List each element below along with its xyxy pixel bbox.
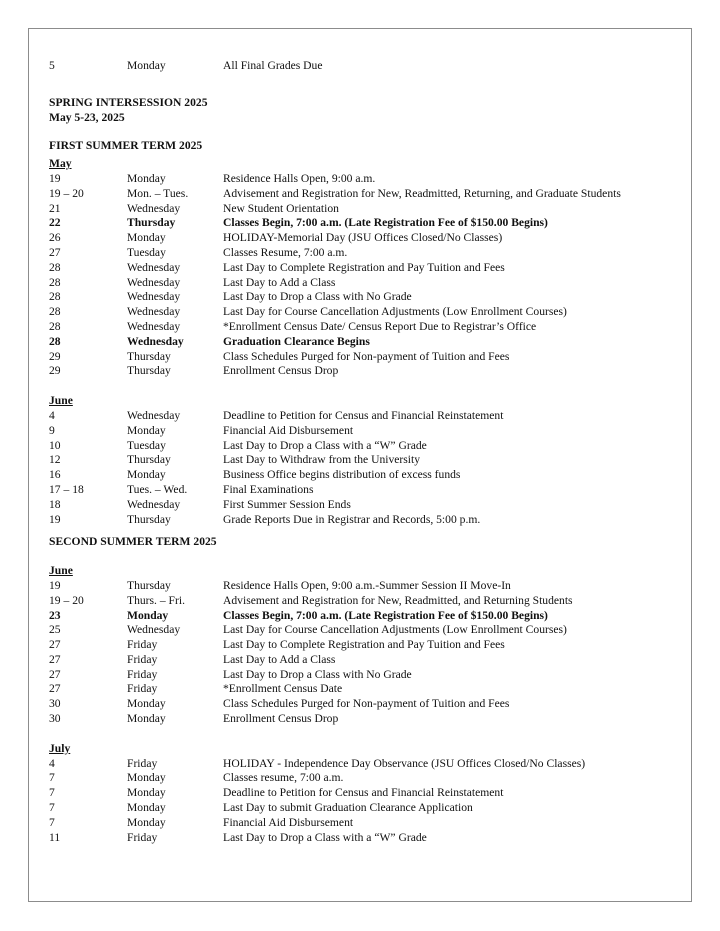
row-date: 21: [49, 201, 61, 215]
row-date: 27: [49, 667, 61, 681]
calendar-row: [49, 579, 679, 594]
row-date: 12: [49, 453, 61, 467]
row-event: HOLIDAY - Independence Day Observance (JSU Offices Closed/No Classes): [223, 756, 586, 770]
calendar-row: [49, 483, 679, 498]
row-event: Residence Halls Open, 9:00 a.m.: [223, 171, 376, 185]
row-day: Monday: [127, 59, 166, 72]
row-event: Business Office begins distribution of excess funds: [223, 468, 461, 482]
calendar-row: [49, 786, 679, 801]
spring-intersession-dates: May 5-23, 2025: [49, 110, 125, 124]
row-event: Advisement and Registration for New, Readmitted, and Returning Students: [223, 593, 573, 607]
row-event: *Enrollment Census Date/ Census Report Due to Registrar’s Office: [223, 319, 537, 333]
row-event: New Student Orientation: [223, 201, 339, 215]
row-day: Wednesday: [127, 334, 184, 348]
row-date: 22: [49, 216, 61, 230]
calendar-row: [49, 831, 679, 846]
row-date: 28: [49, 305, 61, 319]
row-date: 4: [49, 408, 55, 422]
row-day: Friday: [127, 638, 158, 652]
row-date: 30: [49, 712, 61, 726]
row-date: 10: [49, 438, 61, 452]
row-day: Tues. – Wed.: [127, 482, 188, 496]
row-event: All Final Grades Due: [223, 59, 323, 72]
row-day: Mon. – Tues.: [127, 186, 189, 200]
row-event: Deadline to Petition for Census and Financial Reinstatement: [223, 408, 504, 422]
row-date: 18: [49, 497, 61, 511]
row-date: 19 – 20: [49, 593, 84, 607]
row-event: Deadline to Petition for Census and Financial Reinstatement: [223, 786, 504, 800]
row-date: 27: [49, 652, 61, 666]
row-day: Monday: [127, 815, 166, 829]
row-day: Wednesday: [127, 290, 181, 304]
row-date: 4: [49, 756, 55, 770]
row-day: Monday: [127, 786, 166, 800]
row-date: 19: [49, 512, 61, 526]
spring-intersession-title: SPRING INTERSESSION 2025: [49, 95, 208, 109]
calendar-row: [49, 276, 679, 291]
row-event: Class Schedules Purged for Non-payment of Tuition and Fees: [223, 349, 510, 363]
row-event: Last Day to Add a Class: [223, 275, 336, 289]
row-day: Wednesday: [127, 408, 181, 422]
row-day: Monday: [127, 801, 166, 815]
calendar-row: [49, 513, 679, 528]
row-date: 5: [49, 59, 55, 72]
row-event: Last Day to Drop a Class with a “W” Grade: [223, 438, 427, 452]
row-day: Monday: [127, 771, 166, 785]
row-event: Last Day to Withdraw from the University: [223, 453, 421, 467]
row-date: 28: [49, 290, 61, 304]
calendar-row: [49, 757, 679, 772]
document-page: [28, 28, 692, 902]
row-day: Thursday: [127, 216, 176, 230]
row-day: Wednesday: [127, 623, 181, 637]
row-date: 27: [49, 245, 61, 259]
calendar-row: [49, 801, 679, 816]
row-event: Last Day to Drop a Class with No Grade: [223, 667, 412, 681]
row-day: Wednesday: [127, 305, 181, 319]
row-date: 27: [49, 682, 61, 696]
row-day: Friday: [127, 830, 158, 844]
row-date: 19: [49, 578, 61, 592]
row-date: 26: [49, 231, 61, 245]
row-day: Friday: [127, 682, 158, 696]
row-date: 28: [49, 260, 61, 274]
row-day: Wednesday: [127, 260, 181, 274]
row-day: Thursday: [127, 364, 171, 378]
row-day: Monday: [127, 423, 166, 437]
calendar-row: [49, 439, 679, 454]
calendar-row: [49, 305, 679, 320]
row-date: 16: [49, 468, 61, 482]
calendar-row: [49, 187, 679, 202]
calendar-row: [49, 364, 679, 379]
calendar-row: [49, 320, 679, 335]
row-day: Thurs. – Fri.: [127, 593, 185, 607]
row-day: Monday: [127, 231, 166, 245]
row-date: 28: [49, 334, 61, 348]
calendar-row: [49, 453, 679, 468]
row-event: Final Examinations: [223, 482, 314, 496]
row-date: 29: [49, 364, 61, 378]
calendar-row: [49, 468, 679, 483]
row-date: 9: [49, 423, 55, 437]
calendar-row: [49, 246, 679, 261]
row-event: Last Day to submit Graduation Clearance Application: [223, 801, 473, 815]
calendar-row: [49, 712, 679, 727]
row-day: Wednesday: [127, 275, 181, 289]
row-event: *Enrollment Census Date: [223, 682, 343, 696]
row-day: Friday: [127, 667, 158, 681]
row-event: Last Day to Drop a Class with No Grade: [223, 290, 412, 304]
second-summer-section: [49, 564, 679, 845]
row-event: Advisement and Registration for New, Readmitted, Returning, and Graduate Students: [223, 186, 621, 200]
calendar-row: [49, 668, 679, 683]
row-date: 29: [49, 349, 61, 363]
calendar-row: [49, 202, 679, 217]
calendar-row: [49, 682, 679, 697]
row-date: 7: [49, 815, 55, 829]
row-event: Enrollment Census Drop: [223, 364, 339, 378]
row-day: Monday: [127, 697, 166, 711]
row-day: Tuesday: [127, 245, 166, 259]
calendar-row: [49, 409, 679, 424]
row-event: HOLIDAY-Memorial Day (JSU Offices Closed/No Classes): [223, 231, 503, 245]
month-heading: June: [49, 564, 73, 578]
row-date: 7: [49, 801, 55, 815]
row-day: Thursday: [127, 349, 171, 363]
row-event: Classes Begin, 7:00 a.m. (Late Registration Fee of $150.00 Begins): [223, 216, 548, 230]
row-event: Last Day for Course Cancellation Adjustments (Low Enrollment Courses): [223, 305, 567, 319]
calendar-row: [49, 594, 679, 609]
row-date: 28: [49, 319, 61, 333]
month-heading: May: [49, 157, 72, 171]
row-event: Financial Aid Disbursement: [223, 423, 354, 437]
row-day: Monday: [127, 468, 166, 482]
row-event: Graduation Clearance Begins: [223, 334, 370, 348]
calendar-row: [49, 816, 679, 831]
calendar-row: [49, 638, 679, 653]
first-summer-section: [49, 157, 679, 527]
calendar-row: [49, 424, 679, 439]
row-date: 7: [49, 771, 55, 785]
calendar-row: [49, 771, 679, 786]
calendar-row: [49, 172, 679, 187]
second-summer-title: SECOND SUMMER TERM 2025: [49, 535, 217, 549]
calendar-row: [49, 609, 679, 624]
row-day: Friday: [127, 652, 158, 666]
calendar-row: [49, 623, 679, 638]
row-day: Wednesday: [127, 201, 181, 215]
calendar-row: [49, 697, 679, 712]
row-event: Last Day to Drop a Class with a “W” Grade: [223, 830, 427, 844]
calendar-row: [49, 335, 679, 350]
row-day: Wednesday: [127, 319, 181, 333]
row-date: 7: [49, 786, 55, 800]
row-date: 23: [49, 608, 61, 622]
row-date: 19: [49, 171, 61, 185]
row-event: Classes Begin, 7:00 a.m. (Late Registration Fee of $150.00 Begins): [223, 608, 548, 622]
row-event: Last Day to Add a Class: [223, 652, 336, 666]
calendar-row: [49, 653, 679, 668]
row-event: Grade Reports Due in Registrar and Records, 5:00 p.m.: [223, 512, 481, 526]
row-event: Financial Aid Disbursement: [223, 815, 354, 829]
calendar-row: [49, 290, 679, 305]
row-day: Thursday: [127, 578, 171, 592]
month-heading: July: [49, 741, 71, 755]
row-event: Residence Halls Open, 9:00 a.m.-Summer Session II Move-In: [223, 578, 511, 592]
row-event: Enrollment Census Drop: [223, 712, 339, 726]
row-day: Monday: [127, 712, 166, 726]
row-date: 28: [49, 275, 61, 289]
row-date: 11: [49, 830, 61, 844]
row-event: Classes Resume, 7:00 a.m.: [223, 245, 348, 259]
row-event: Last Day to Complete Registration and Pay Tuition and Fees: [223, 260, 505, 274]
row-date: 19 – 20: [49, 186, 84, 200]
row-day: Friday: [127, 756, 158, 770]
row-day: Thursday: [127, 453, 171, 467]
row-day: Monday: [127, 608, 169, 622]
row-event: Last Day to Complete Registration and Pay Tuition and Fees: [223, 638, 505, 652]
row-day: Thursday: [127, 512, 171, 526]
calendar-content: [49, 59, 679, 845]
row-date: 30: [49, 697, 61, 711]
calendar-row: [49, 216, 679, 231]
row-event: Class Schedules Purged for Non-payment of Tuition and Fees: [223, 697, 510, 711]
first-summer-title: FIRST SUMMER TERM 2025: [49, 139, 203, 153]
row-day: Monday: [127, 171, 166, 185]
row-day: Tuesday: [127, 438, 166, 452]
row-date: 17 – 18: [49, 482, 84, 496]
calendar-row: [49, 261, 679, 276]
calendar-row: [49, 498, 679, 513]
row-date: 25: [49, 623, 61, 637]
calendar-row: [49, 350, 679, 365]
calendar-row: [49, 59, 679, 74]
month-heading: June: [49, 394, 73, 408]
row-date: 27: [49, 638, 61, 652]
row-event: Classes resume, 7:00 a.m.: [223, 771, 344, 785]
row-event: Last Day for Course Cancellation Adjustments (Low Enrollment Courses): [223, 623, 567, 637]
row-day: Wednesday: [127, 497, 181, 511]
row-event: First Summer Session Ends: [223, 497, 351, 511]
calendar-row: [49, 231, 679, 246]
